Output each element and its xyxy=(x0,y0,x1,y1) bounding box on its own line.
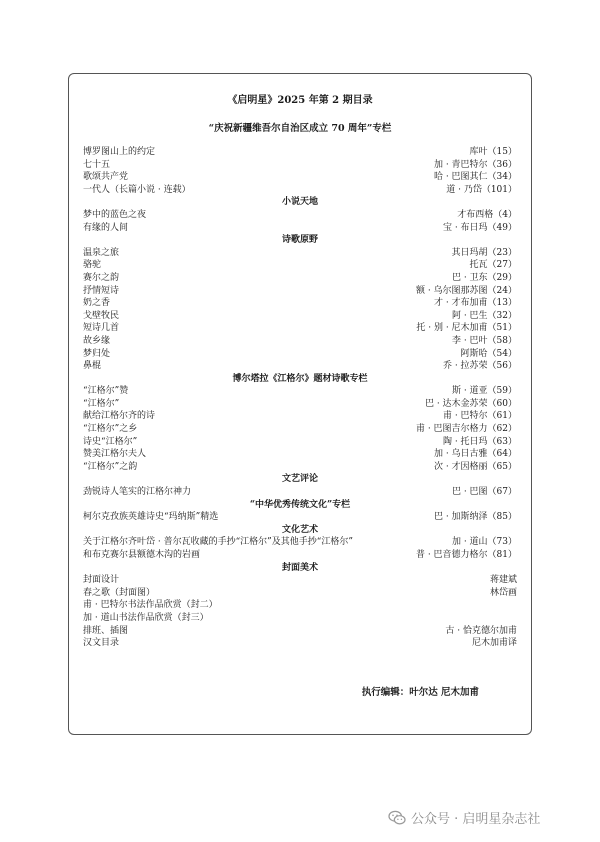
entry-title: 有缘的人间 xyxy=(83,222,129,233)
entry-title: 七十五 xyxy=(83,159,111,170)
entry-author-page: 加 · 青巴特尔（36） xyxy=(433,159,517,170)
entry-title: “江格尔” xyxy=(83,398,120,409)
entry-title: 和布克赛尔县额德木沟的岩画 xyxy=(83,550,201,560)
toc-entry xyxy=(83,549,517,562)
watermark xyxy=(388,808,540,827)
entry-author-page: 甫 · 巴图吉尔格力（62） xyxy=(415,424,517,435)
toc-entry xyxy=(83,574,517,587)
entry-title: “江格尔”之乡 xyxy=(83,424,138,435)
toc-page-frame xyxy=(68,73,532,735)
entry-author-page: 其日玛胡（23） xyxy=(451,247,517,258)
entry-title: 封面设计 xyxy=(83,575,120,586)
entry-author-page: 林岱画 xyxy=(489,587,517,598)
entry-title: 关于江格尔齐叶岱 · 普尔瓦收藏的手抄“江格尔”及其他手抄“江格尔” xyxy=(83,537,353,548)
entry-author-page: 次 · 才因格丽（65） xyxy=(433,461,517,472)
toc-entry xyxy=(83,398,517,411)
entry-title: 温泉之旅 xyxy=(83,247,120,258)
toc-entry xyxy=(83,360,517,373)
entry-author-page: 乔 · 拉苏荣（56） xyxy=(442,361,517,372)
entry-title: 赛尔之韵 xyxy=(83,272,120,283)
entry-title: 鼻棍 xyxy=(83,361,102,372)
toc-entry xyxy=(83,310,517,323)
toc-entry xyxy=(83,461,517,474)
toc-entry xyxy=(83,599,517,612)
section-heading: 文艺评论 xyxy=(281,474,318,485)
toc-entry xyxy=(83,184,517,197)
toc-title: 《启明星》2025 年第 2 期目录 xyxy=(227,95,373,106)
entry-title: 歌颂共产党 xyxy=(83,172,129,183)
entry-title: 梦中的蓝色之夜 xyxy=(83,209,147,220)
toc-entry xyxy=(83,385,517,398)
entry-author-page: 巴 · 达木金苏荣（60） xyxy=(424,398,517,409)
wechat-icon xyxy=(388,810,406,826)
toc-entry xyxy=(83,536,517,549)
entry-author-page: 李 · 巴叶（58） xyxy=(451,335,517,346)
entry-author-page: 巴 · 巴图（67） xyxy=(451,487,517,498)
toc-entry xyxy=(83,436,517,449)
entry-title: 抒情短诗 xyxy=(83,285,120,296)
toc-entry xyxy=(83,171,517,184)
entry-author-page: 巴 · 加斯纳泽（85） xyxy=(433,512,517,523)
toc-entry xyxy=(83,511,517,524)
entry-title: “江格尔”赞 xyxy=(83,386,129,397)
entry-author-page: 托瓦（27） xyxy=(469,260,517,271)
entry-title: 故乡缘 xyxy=(83,335,111,346)
entry-title: 奶之香 xyxy=(83,298,111,309)
entry-author-page: 宝 · 布日玛（49） xyxy=(442,222,517,233)
entry-author-page: 尼木加甫译 xyxy=(471,638,517,649)
toc-entry xyxy=(83,410,517,423)
entry-author-page: 托 · 别 · 尼木加甫（51） xyxy=(416,323,517,334)
entry-author-page: 陶 · 托日玛（63） xyxy=(442,436,517,447)
entry-title: 甫 · 巴特尔书法作品欣赏（封二） xyxy=(83,600,218,611)
toc-entry xyxy=(83,222,517,235)
toc-entry xyxy=(83,335,517,348)
entry-author-page: 蒋建斌 xyxy=(489,575,517,586)
entry-author-page: 库叶（15） xyxy=(469,147,517,157)
entry-title: 一代人（长篇小说 · 连载） xyxy=(83,184,191,195)
toc-entry xyxy=(83,209,517,222)
toc-entry xyxy=(83,285,517,298)
entry-title: 梦归处 xyxy=(83,348,111,359)
toc-entry xyxy=(83,272,517,285)
toc-entry xyxy=(83,637,517,650)
entry-author-page: 额 · 乌尔图那苏图（24） xyxy=(415,285,517,296)
entry-author-page: 斯 · 道亚（59） xyxy=(451,386,517,397)
section-heading: 博尔塔拉《江格尔》题材诗歌专栏 xyxy=(232,373,368,384)
section-heading: 文化艺术 xyxy=(281,524,318,535)
toc-entry xyxy=(83,348,517,361)
executive-editor: 执行编辑：叶尔达 尼木加甫 xyxy=(361,687,479,698)
entry-author-page: 道 · 乃岱（101） xyxy=(446,184,517,195)
entry-title: 排班、插图 xyxy=(83,625,129,636)
toc-entry xyxy=(83,625,517,638)
toc-entry xyxy=(83,322,517,335)
toc-entry xyxy=(83,612,517,625)
toc-entry xyxy=(83,587,517,600)
toc-entry xyxy=(83,247,517,260)
toc-entry xyxy=(83,259,517,272)
entry-author-page: 阿 · 巴生（32） xyxy=(451,310,517,321)
toc-entry xyxy=(83,448,517,461)
entry-author-page: 哈 · 巴图其仁（34） xyxy=(433,172,517,183)
entry-author-page: 普 · 巴音德力格尔（81） xyxy=(415,550,517,560)
toc-entry xyxy=(83,486,517,499)
entry-title: 博罗图山上的约定 xyxy=(83,147,156,157)
toc-entry xyxy=(83,297,517,310)
section-heading: 小说天地 xyxy=(281,197,318,208)
entry-title: 春之歌（封面图） xyxy=(83,587,156,598)
entry-title: 献给江格尔齐的诗 xyxy=(83,411,156,422)
entry-title: 诗史“江格尔” xyxy=(83,436,138,447)
entry-title: 劲锐诗人笔实的江格尔神力 xyxy=(83,487,192,498)
entry-title: 骆驼 xyxy=(83,260,102,271)
entry-author-page: 才 · 才布加甫（13） xyxy=(433,298,517,309)
entry-title: 戈壁牧民 xyxy=(83,310,120,321)
entry-title: 柯尔克孜族英雄诗史“玛纳斯”精选 xyxy=(83,512,219,523)
entry-title: 加 · 道山书法作品欣赏（封三） xyxy=(83,612,209,623)
entry-title: “江格尔”之韵 xyxy=(83,461,138,472)
entry-author-page: 加 · 乌日古雅（64） xyxy=(433,449,517,460)
toc-entry xyxy=(83,423,517,436)
table-of-contents xyxy=(83,146,517,650)
toc-entry xyxy=(83,146,517,159)
toc-entry xyxy=(83,159,517,172)
section-heading: 封面美术 xyxy=(281,562,318,573)
section-heading: “中华优秀传统文化”专栏 xyxy=(249,499,351,510)
entry-author-page: 加 · 道山（73） xyxy=(451,537,517,548)
entry-author-page: 才布西格（4） xyxy=(457,209,517,220)
watermark-text: 公众号 · 启明星杂志社 xyxy=(411,812,541,827)
entry-author-page: 甫 · 巴特尔（61） xyxy=(442,411,517,422)
entry-title: 赞美江格尔夫人 xyxy=(83,449,147,460)
entry-author-page: 阿斯哈（54） xyxy=(460,348,517,359)
entry-author-page: 古 · 恰克德尔加甫 xyxy=(445,625,517,636)
section-heading: 诗歌原野 xyxy=(281,235,318,246)
entry-author-page: 巴 · 卫东（29） xyxy=(451,272,517,283)
special-column-title: “庆祝新疆维吾尔自治区成立 70 周年”专栏 xyxy=(208,123,392,134)
entry-title: 短诗几首 xyxy=(83,323,120,334)
entry-title: 汉文目录 xyxy=(83,638,120,649)
